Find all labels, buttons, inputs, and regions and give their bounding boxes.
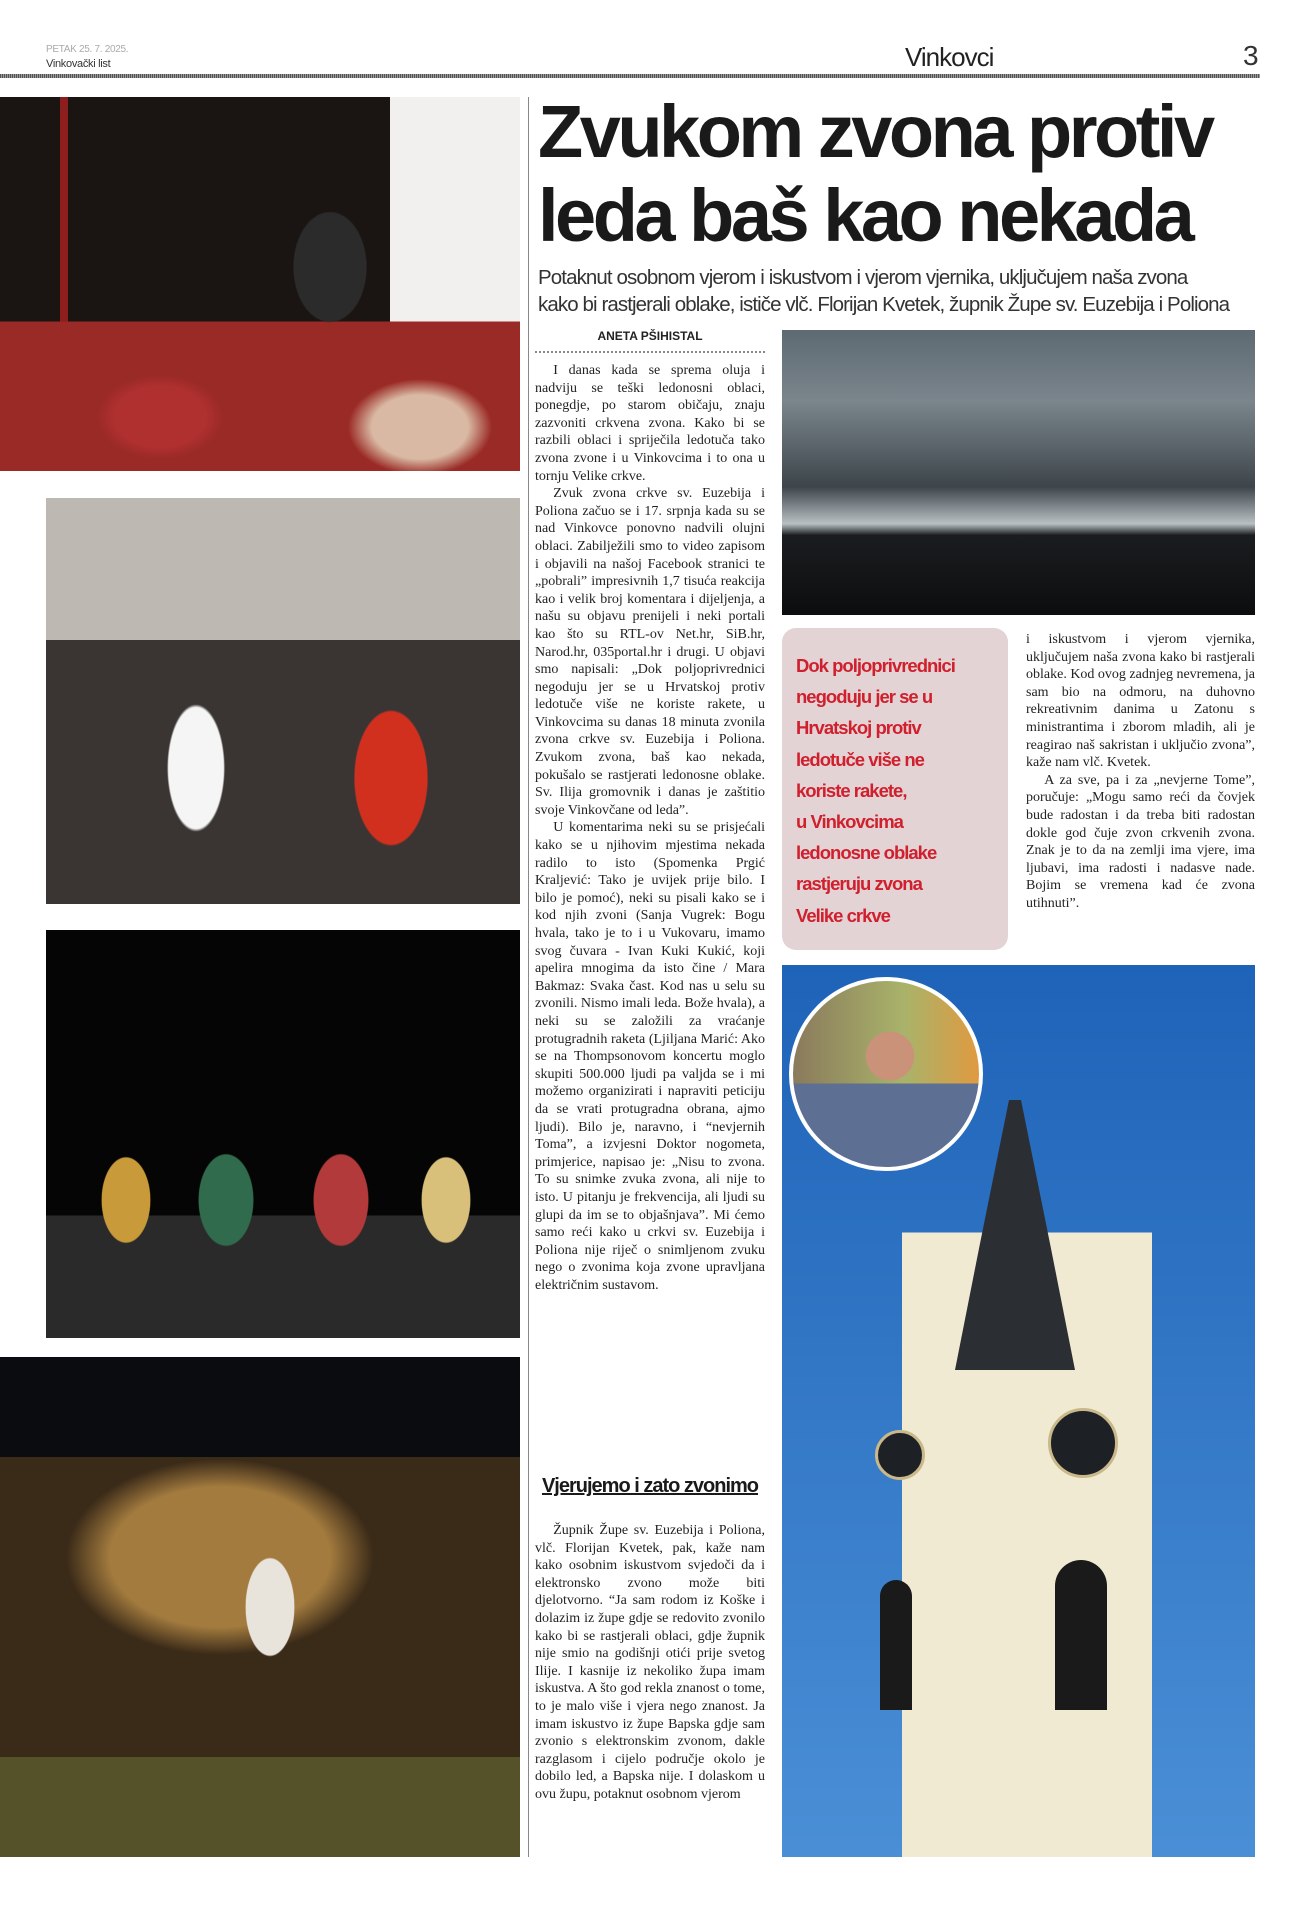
body-paragraph: Župnik Župe sv. Euzebija i Poliona, vlč. Florijan Kvetek, pak, kaže nam kako osobnim iskustvom svjedoči da i elektronsko zvono može biti djelotvorno. “Ja sam rodom iz Koške i dolazim iz župe gdje se redovito zvonilo kako bi se rastjerali oblaci, gdje župnik nije smio na godišnji otići prije svetog Ilije. I kasnije iz nekoliko župa imam iskustva. A što god rekla znanost o tome, to je malo više i vjera nego znanost. Ja imam iskustvo iz župe Bapska gdje sam zvonio s elektronskim zvonom, dakle razglasom i cijelo područje okolo je dobilo led, a Bapska nije. I dolaskom u ovu župu, potaknut osobnom vjerom [535, 1523, 765, 1802]
pull-quote-line: Hrvatskoj protiv [796, 717, 921, 739]
subheadline [538, 264, 1263, 318]
church-window [880, 1580, 912, 1710]
pull-quote-line: Velike crkve [796, 904, 890, 926]
article-body-column-2 [1026, 631, 1255, 953]
photo-nativity-scene [0, 1357, 520, 1857]
pull-quote-line: rastjeruju zvona [796, 873, 922, 895]
issue-date: PETAK 25. 7. 2025. [46, 44, 129, 55]
newspaper-name: Vinkovački list [46, 58, 111, 70]
header-rule [0, 74, 1260, 78]
portrait-parish-priest [789, 977, 983, 1171]
photo-concert-singers [46, 498, 520, 904]
section-title: Vinkovci [905, 42, 994, 72]
clock-icon [1048, 1408, 1118, 1478]
body-paragraph: I danas kada se sprema oluja i nadviju se teški ledonosni oblaci, ponegdje, po starom običaju, znaju zazvoniti crkvena zvona. Kako bi se razbili oblaci i spriječila ledotuča tako zvona zvone i u Vinkovcima i to ona u tornju Velike crkve. [535, 363, 765, 484]
headline-line: Zvukom zvona protiv [538, 90, 1212, 173]
pull-quote-box [782, 628, 1008, 950]
photo-storm-clouds [782, 330, 1255, 615]
pull-quote-line: koriste rakete, [796, 779, 907, 801]
body-paragraph: U komentarima neki su se prisjećali kako se u njihovim mjestima nekada radilo to isto (Spomenka Prgić Kraljević: Tako je uvijek prije bilo. I bilo je pomoć), neki su pisali kako se i kod njih zvoni (Sanja Vugrek: Bogu hvala, tako je to i u Vukovaru, imamo svog čuvara - Ivan Kuki Kukić, koji apelira mnogima da isto čine / Mara Bakmaz: Svaka čast. Kod nas u selu su zvonili. Nismo imali leda. Bože hvala), a neki su se založili za vraćanje protugradnih raketa (Ljiljana Marić: Ako se na Thompsonovom koncertu moglo skupiti 500.000 ljudi pa valjda se i mi možemo organizirati i napraviti peticiju da se vrati protugradna obrana, ajmo ljudi). Bilo je, naravno, i “nevjernih Toma”, a izvjesni Doktor nogometa, primjerice, napisao je: „Nisu to zvona. To su snimke zvuka zvona, ali nije to isto. U pitanju je frekvencija, ali ljudi su glupi da im se to objašnjava”. Mi ćemo samo reći kako u crkvi sv. Euzebija i Poliona nije riječ o snimljenom zvuku nego o zvonima koja zvone upravljana električnim sustavom. [535, 820, 765, 1293]
article-body-column-1 [535, 362, 765, 1460]
clock-icon [875, 1430, 925, 1480]
body-paragraph: i iskustvom i vjerom vjernika, uključujem naša zvona kako bi rastjerali oblake. Kod ovog zadnjeg nevremena, ja sam bio na odmoru, na duhovno rekreativnim danima u Zatonu s ministrantima i zborom mladih, ali je reagirao naš sakristan i uključio zvona”, kaže nam vlč. Kvetek. [1026, 632, 1255, 771]
section-subtitle: Vjerujemo i zato zvonimo [541, 1475, 759, 1497]
church-window [1055, 1560, 1107, 1710]
pull-quote-line: Dok poljoprivrednici [796, 655, 955, 676]
subhead-line: Potaknut osobnom vjerom i iskustvom i vjerom vjernika, uključujem naša zvona [538, 266, 1188, 289]
page-number: 3 [1243, 40, 1259, 71]
pull-quote-line: negoduju jer se u [796, 686, 933, 708]
pull-quote-line: u Vinkovcima [796, 811, 903, 833]
column-divider [528, 97, 529, 1857]
pull-quote-line: ledotuče više ne [796, 748, 924, 770]
headline-line: leda baš kao nekada [538, 174, 1192, 257]
body-paragraph: A za sve, pa i za „nevjerne Tome”, poručuje: „Mogu samo reći da čovjek bude radostan i da treba biti radostan dokle god čuje zvon crkvenih zvona. Znak je to da na zemlji ima vjere, ima ljubavi, ima radosti i nadasve nade. Bojim se vremena kad će zvona utihnuti”. [1026, 772, 1255, 911]
byline: ANETA PŠIHISTAL [535, 329, 765, 353]
pull-quote-line: ledonosne oblake [796, 842, 937, 864]
photo-folk-dancers [46, 930, 520, 1338]
photo-theatre-lecture [0, 97, 520, 471]
body-paragraph: Zvuk zvona crkve sv. Euzebija i Poliona začuo se i 17. srpnja kada su se nad Vinkovce ponovno nadvili olujni oblaci. Zabilježili smo to video zapisom i objavili na našoj Facebook stranici te „pobrali” impresivnih 1,7 tisuća reakcija kao i velik broj komentara i dijeljenja, a našu su objavu prenijeli i neki portali kao što su RTL-ov Net.hr, SiB.hr, Narod.hr, 035portal.hr i drugi. U objavi smo napisali: „Dok poljoprivrednici negoduju jer se u Hrvatskoj protiv ledotuče više ne koriste rakete, u Vinkovcima su danas 18 minuta zvonila zvona crkve sv. Euzebija i Poliona. Zvukom zvona, baš kao nekada, pokušalo se rastjerati ledonosne oblake. Sv. Ilija gromovnik i danas je zaštitio svoje Vinkovčane od leda”. [535, 486, 765, 818]
subhead-line: kako bi rastjerali oblake, ističe vlč. Florijan Kvetek, župnik Župe sv. Euzebija i Poliona [538, 293, 1230, 316]
headline [538, 90, 1268, 258]
article-body-column-1b [535, 1522, 765, 1862]
